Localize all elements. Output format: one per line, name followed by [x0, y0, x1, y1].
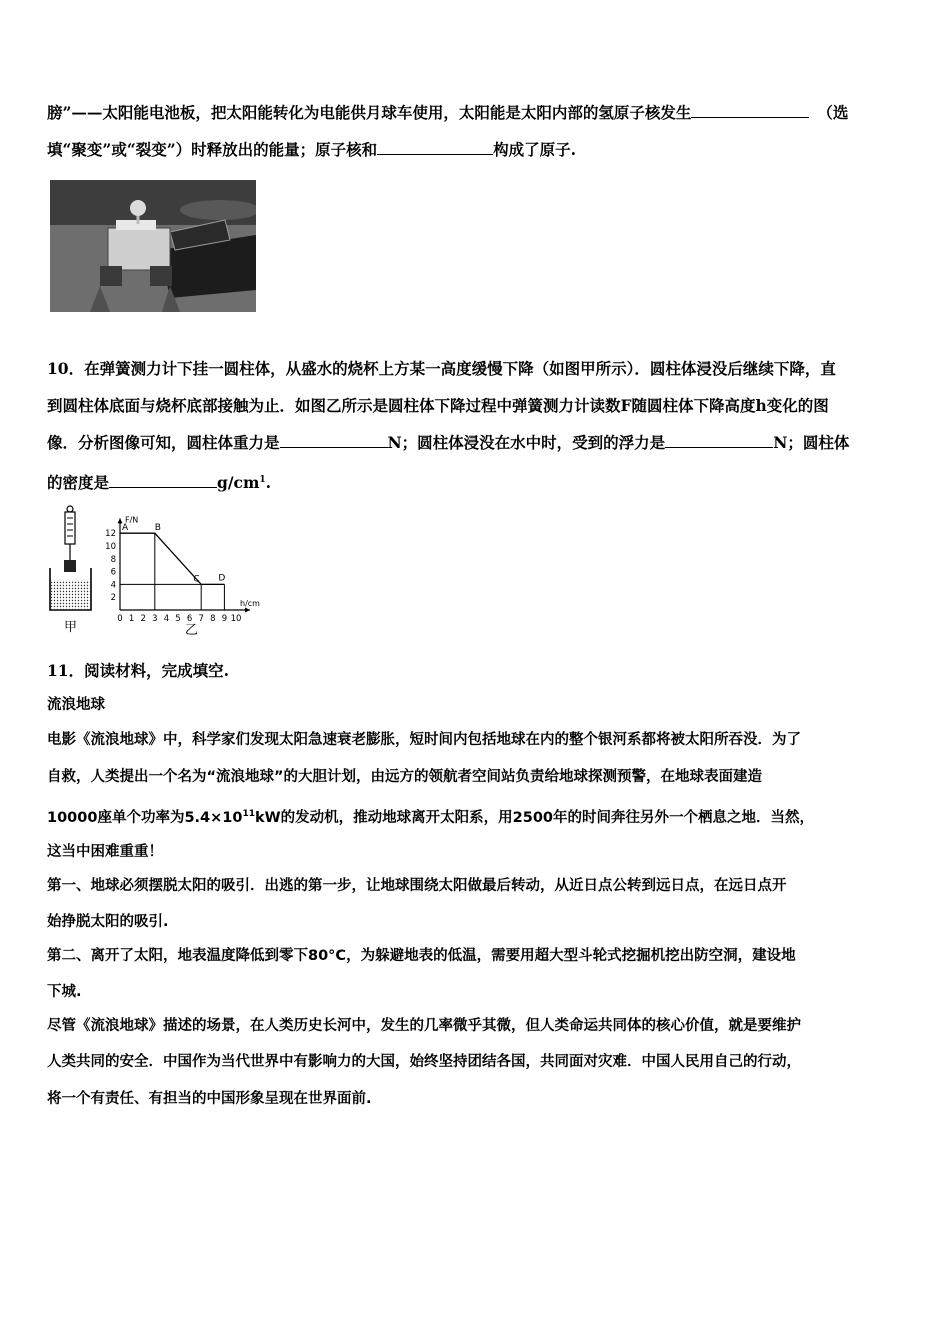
p2-line-1: 第一、地球必须摆脱太阳的吸引．出逃的第一步，让地球围绕太阳做最后转动，从近日点公转到远日点，在远日点开: [47, 878, 787, 894]
answer-blank[interactable]: [109, 473, 217, 488]
x-tick-label: 2: [140, 614, 146, 624]
x-axis-label: h/cm: [240, 599, 260, 608]
series-line: [120, 533, 224, 584]
point-label: A: [122, 523, 129, 534]
x-tick-label: 7: [198, 614, 204, 624]
lunar-rover-photo: [50, 180, 256, 312]
answer-blank[interactable]: [280, 433, 388, 448]
q11-title: 11．阅读材料，完成填空.: [47, 661, 229, 680]
q10-line-2: 到圆柱体底面与烧杯底部接触为止．如图乙所示是圆柱体下降过程中弹簧测力计读数F随圆柱体下降高度h变化的图: [47, 396, 829, 415]
y-tick-label: 4: [110, 580, 116, 591]
q10-line-3: 像．分析图像可知，圆柱体重力是 N；圆柱体浸没在水中时，受到的浮力是 N；圆柱体: [47, 433, 850, 452]
p1-line-1: 电影《流浪地球》中，科学家们发现太阳急速衰老膨胀，短时间内包括地球在内的整个银河系都将被太阳所吞没．为了: [47, 732, 801, 748]
x-axis-arrow: [245, 608, 250, 613]
y-axis-label: F/N: [125, 515, 139, 525]
label-yi: 乙: [185, 623, 199, 638]
answer-blank[interactable]: [691, 103, 809, 118]
p2-line-2: 始挣脱太阳的吸引.: [47, 914, 169, 930]
point-label: D: [218, 573, 226, 584]
q9-line-1: 膀”——太阳能电池板，把太阳能转化为电能供月球车使用，太阳能是太阳内部的氢原子核发生 （选: [47, 103, 849, 122]
q10-line-4: 的密度是 $g/cm^1$.: [47, 473, 272, 493]
x-tick-label: 0: [117, 614, 123, 624]
x-tick-label: 3: [152, 614, 158, 624]
q11-subtitle: 流浪地球: [47, 697, 105, 713]
p1-line-2: 自救，人类提出一个名为“流浪地球”的大胆计划，由远方的领航者空间站负责给地球探测预警，在地球表面建造: [47, 769, 763, 785]
x-tick-label: 4: [163, 614, 170, 624]
p1-line-4: 这当中困难重重！: [47, 844, 163, 860]
x-tick-label: 6: [186, 614, 193, 624]
x-tick-label: 8: [210, 614, 216, 624]
q10-line-1: 10．在弹簧测力计下挂一圆柱体，从盛水的烧杯上方某一高度缓慢下降（如图甲所示）．圆柱体浸没后继续下降，直: [47, 359, 836, 378]
p4-line-1: 尽管《流浪地球》描述的场景，在人类历史长河中，发生的几率微乎其微，但人类命运共同体的核心价值，就是要维护: [47, 1018, 801, 1034]
q9-line-2: 填“聚变”或“裂变”）时释放出的能量；原子核和 构成了原子.: [47, 140, 577, 159]
point-label: B: [154, 523, 161, 534]
x-tick-label: 5: [175, 614, 181, 624]
figure-q10: [44, 500, 294, 644]
spring-scale-apparatus: [50, 506, 91, 610]
x-tick-label: 1: [128, 614, 135, 624]
answer-blank[interactable]: [665, 433, 773, 448]
y-tick-label: 10: [105, 542, 116, 552]
y-tick-label: 6: [110, 567, 116, 578]
point-label: C: [193, 574, 200, 585]
y-tick-label: 8: [110, 554, 116, 565]
answer-blank[interactable]: [377, 140, 493, 155]
y-tick-label: 2: [110, 593, 116, 604]
force-height-graph: [105, 515, 260, 624]
p4-line-3: 将一个有责任、有担当的中国形象呈现在世界面前.: [47, 1091, 372, 1107]
p1-line-3: 10000座单个功率为$5.4\times 10^{11}kW$的发动机，推动地球离开太阳系，用2500年的时间奔往另外一个栖息之地．当然，: [47, 809, 814, 826]
x-tick-label: 9: [221, 614, 228, 624]
figure-svg: [44, 500, 294, 640]
p3-line-1: 第二、离开了太阳，地表温度降低到零下80°C，为躲避地表的低温，需要用超大型斗轮式挖掘机挖出防空洞，建设地: [47, 948, 796, 964]
p3-line-2: 下城.: [47, 984, 82, 1000]
label-jia: 甲: [64, 620, 78, 635]
y-tick-label: 12: [105, 529, 116, 540]
x-tick-label: 10: [230, 614, 242, 624]
p4-line-2: 人类共同的安全．中国作为当代世界中有影响力的大国，始终坚持团结各国，共同面对灾难．中国人民用自己的行动，: [47, 1054, 801, 1070]
